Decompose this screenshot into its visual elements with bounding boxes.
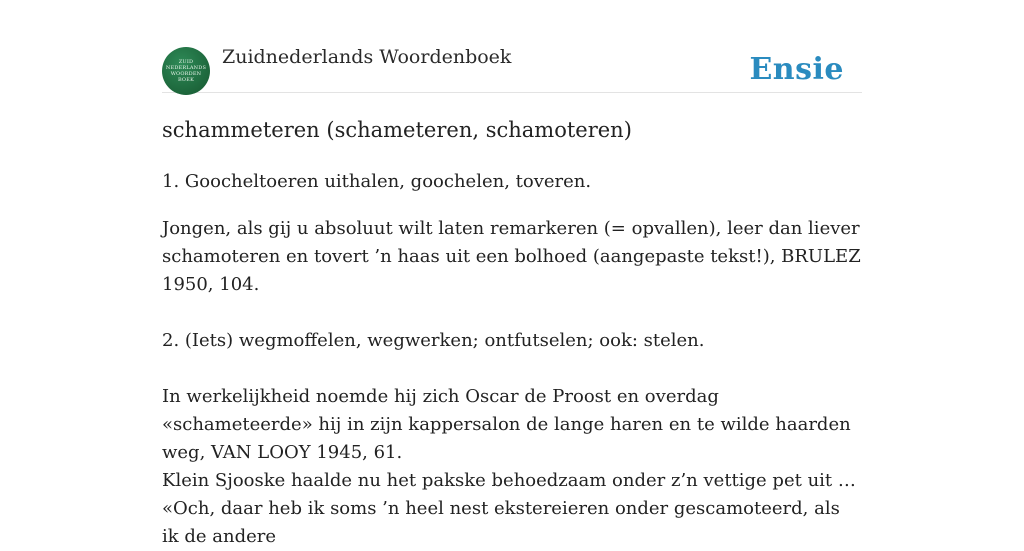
site-header <box>162 0 862 93</box>
definition-1: 1. Goocheltoeren uithalen, goochelen, toveren. <box>162 171 592 192</box>
definition-2: 2. (Iets) wegmoffelen, wegwerken; ontfutselen; ook: stelen. <box>162 330 705 351</box>
dictionary-name-link[interactable]: Zuidnederlands Woordenboek <box>222 46 512 68</box>
example-3: Klein Sjooske haalde nu het pakske behoedzaam onder z’n vettige pet uit … «Och, daar heb ik soms ’n heel nest ekstereieren onder gescamoteerd, als ik de andere <box>162 470 856 547</box>
logo-line: WOORDEN <box>170 71 202 77</box>
page-content <box>162 0 862 547</box>
entry-title: schammeteren (schameteren, schamoteren) <box>162 118 632 142</box>
dictionary-logo[interactable] <box>162 47 210 95</box>
example-1: Jongen, als gij u absoluut wilt laten remarkeren (= opvallen), leer dan liever schamoteren en tovert ’n haas uit een bolhoed (aangepaste tekst!), BRULEZ 1950, 104. <box>162 218 861 295</box>
logo-line: ZUID <box>178 59 194 65</box>
ensie-brand-link[interactable]: Ensie <box>749 52 844 87</box>
logo-line: NEDERLANDS <box>165 65 207 71</box>
logo-line: BOEK <box>177 77 195 83</box>
example-2: In werkelijkheid noemde hij zich Oscar de Proost en overdag «schameteerde» hij in zijn kappersalon de lange haren en te wilde haarden weg, VAN LOOY 1945, 61. <box>162 386 851 463</box>
